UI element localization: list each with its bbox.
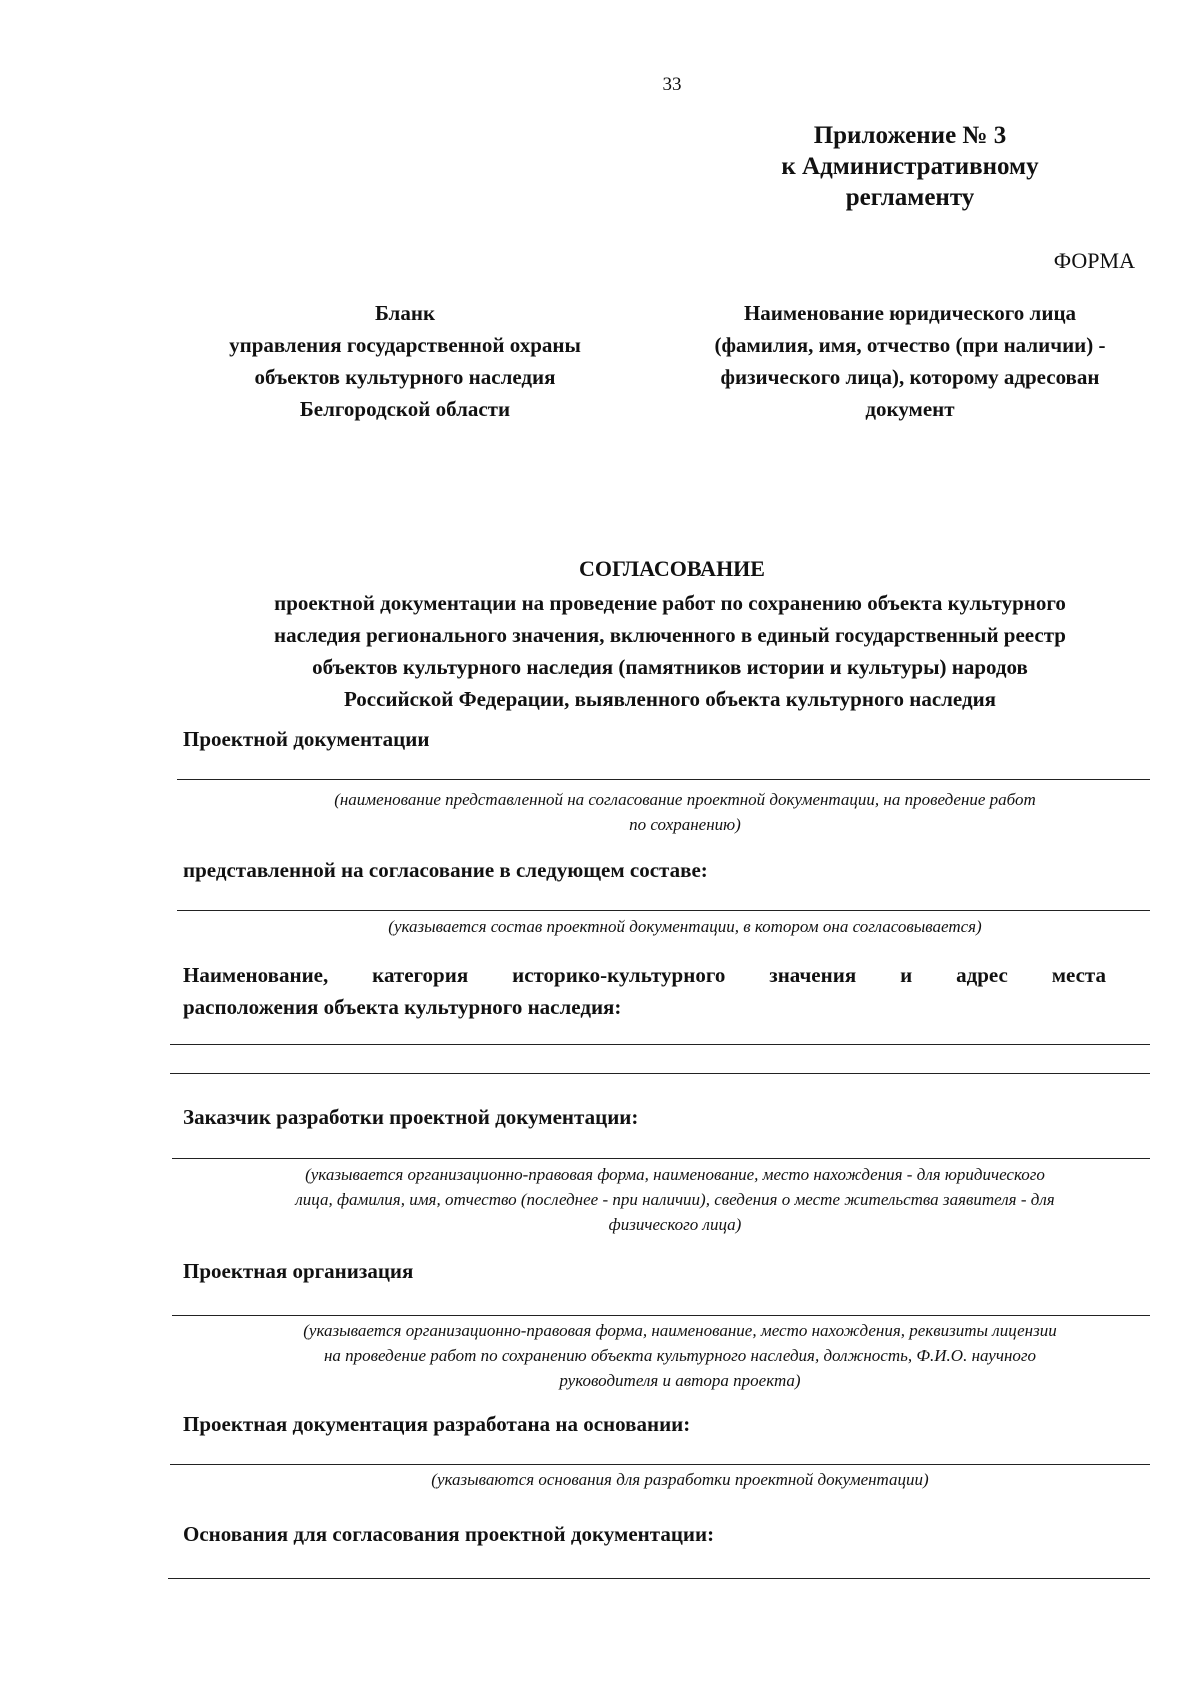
subtitle-line-2: наследия регионального значения, включенного в единый государственный реестр (274, 623, 1066, 647)
appendix-line-3: регламенту (845, 184, 975, 211)
document-subtitle (190, 587, 1150, 715)
page-number: 33 (662, 74, 682, 95)
sender-line-4: Белгородской области (299, 397, 511, 421)
subtitle-line-1: проектной документации на проведение работ по сохранению объекта культурного (274, 591, 1066, 615)
designer-hint-line-1: (указывается организационно-правовая форма, наименование, место нахождения, реквизиты лицензии (303, 1321, 1057, 1340)
customer-hint (175, 1162, 1175, 1237)
basis-field-line[interactable] (170, 1464, 1150, 1465)
customer-field-line[interactable] (172, 1158, 1150, 1159)
sender-line-1: Бланк (374, 301, 436, 325)
subtitle-line-3: объектов культурного наследия (памятников истории и культуры) народов (312, 655, 1028, 679)
composition-hint: (указывается состав проектной документации, в котором она согласовывается) (388, 917, 982, 936)
addressee-line-4: документ (865, 397, 955, 421)
addressee-line-3: физического лица), которому адресован (720, 365, 1100, 389)
sender-block (175, 297, 635, 425)
object-field-line-2[interactable] (170, 1073, 1150, 1074)
object-label-line-1: Наименование, категория историко-культурного значения и адрес места (183, 963, 1106, 987)
customer-label: Заказчик разработки проектной документации: (183, 1105, 639, 1129)
object-field-line-1[interactable] (170, 1044, 1150, 1045)
customer-hint-line-2: лица, фамилия, имя, отчество (последнее - при наличии), сведения о месте жительства заявителя - для (295, 1190, 1055, 1209)
basis-hint: (указываются основания для разработки проектной документации) (431, 1470, 929, 1489)
customer-hint-line-3: физического лица) (608, 1215, 742, 1234)
designer-hint (185, 1318, 1175, 1393)
appendix-line-1: Приложение № 3 (813, 122, 1007, 149)
project-docs-hint-line-1: (наименование представленной на согласование проектной документации, на проведение работ (334, 790, 1036, 809)
designer-hint-line-3: руководителя и автора проекта) (559, 1371, 801, 1390)
object-label-line-2: расположения объекта культурного наследия: (183, 995, 622, 1019)
addressee-block (680, 297, 1140, 425)
approval-grounds-field-line[interactable] (168, 1578, 1150, 1579)
appendix-line-2: к Административному (781, 153, 1039, 180)
document-title: СОГЛАСОВАНИЕ (579, 556, 765, 581)
sender-line-2: управления государственной охраны (229, 333, 581, 357)
addressee-line-2: (фамилия, имя, отчество (при наличии) - (714, 333, 1106, 357)
designer-hint-line-2: на проведение работ по сохранению объекта культурного наследия, должность, Ф.И.О. научного (323, 1346, 1037, 1365)
sender-line-3: объектов культурного наследия (254, 365, 556, 389)
basis-label: Проектная документация разработана на основании: (183, 1412, 691, 1436)
composition-field-line[interactable] (177, 910, 1150, 911)
addressee-line-1: Наименование юридического лица (743, 301, 1077, 325)
designer-label: Проектная организация (183, 1259, 414, 1283)
designer-field-line[interactable] (172, 1315, 1150, 1316)
approval-grounds-label: Основания для согласования проектной документации: (183, 1522, 715, 1546)
form-label: ФОРМА (1053, 248, 1135, 273)
subtitle-line-4: Российской Федерации, выявленного объекта культурного наследия (343, 687, 997, 711)
project-docs-hint (210, 787, 1160, 837)
composition-label: представленной на согласование в следующем составе: (183, 858, 708, 882)
customer-hint-line-1: (указывается организационно-правовая форма, наименование, место нахождения - для юридического (305, 1165, 1045, 1184)
project-docs-label: Проектной документации (183, 727, 430, 751)
project-docs-hint-line-2: по сохранению) (629, 815, 741, 834)
appendix-header (740, 120, 1080, 213)
project-docs-field-line[interactable] (177, 779, 1150, 780)
